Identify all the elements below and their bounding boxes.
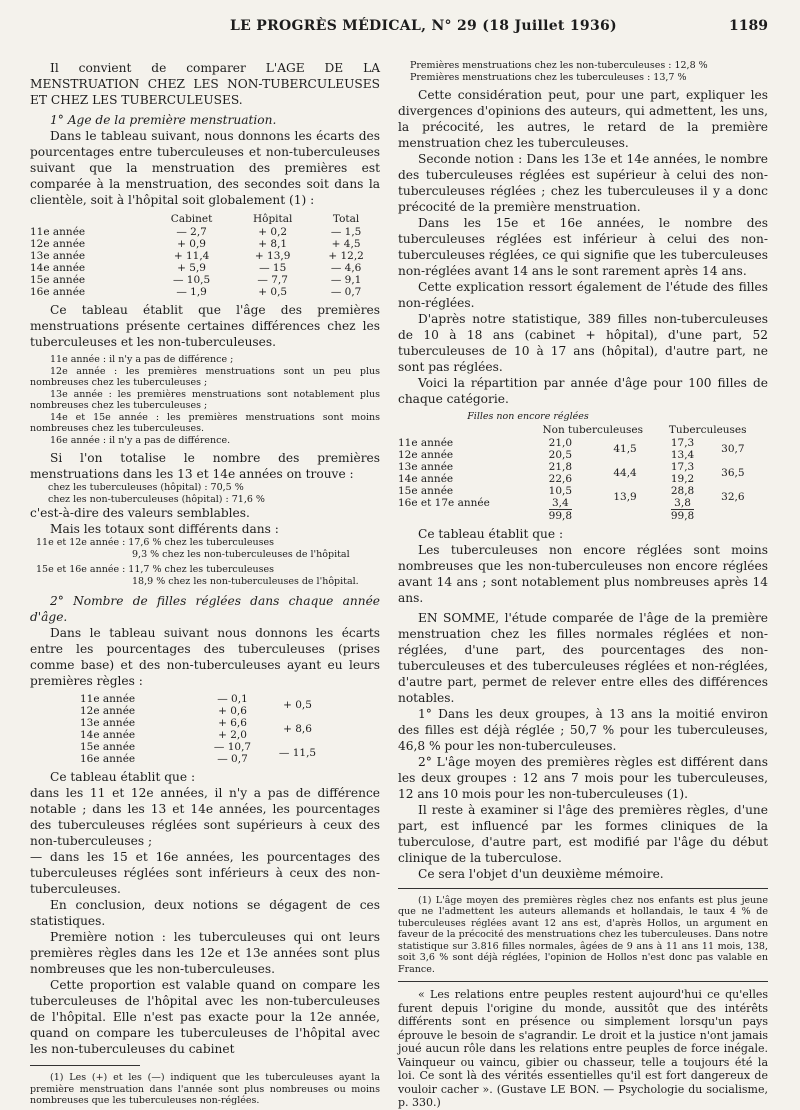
- paragraph: dans les 11 et 12e années, il n'y a pas de différence notable ; dans les 13 et 14e années, les pourcentages des tuberculeuses réglées sont supérieurs à ceux des non-tuberculeuses ;: [30, 786, 380, 848]
- column-header: Tuberculeuses: [668, 423, 747, 436]
- running-header: [0, 18, 800, 40]
- paragraph: Il reste à examiner si l'âge des premières règles, d'une part, est influencé par les formes cliniques de la tuberculose, d'autre part, est modifié par l'âge du début clinique de la tuberculose.: [398, 802, 768, 865]
- table-filles-reglees: [80, 693, 330, 765]
- intro-paragraph: Il convient de comparer L'AGE DE LA MENSTRUATION CHEZ LES NON-TUBERCULEUSES ET CHEZ LES TUBERCULEUSES.: [30, 61, 380, 107]
- table-row: 12e année + 0,9 + 8,1 + 4,5: [30, 238, 361, 250]
- list-item: 12e année : les premières menstruations sont un peu plus nombreuses chez les tuberculeuses ;: [30, 365, 380, 388]
- paragraph: Les tuberculeuses non encore réglées sont moins nombreuses que les non-tuberculeuses non encore réglées avant 14 ans ; sont notablement plus nombreuses après 14 ans.: [398, 542, 768, 605]
- list-item: 16e année : il n'y a pas de différence.: [50, 434, 231, 446]
- left-column: Il convient de comparer L'AGE DE LA MENSTRUATION CHEZ LES NON-TUBERCULEUSES ET CHEZ LES TUBERCULEUSES. 1° Age de la première menstruation. Dans le tableau suivant, nous donnons les écarts des pourcentages entre tuberculeuses et non-tuberculeuses suivant que la menstruation des premières est comparée à la menstruation, des secondes soit dans la clientèle, soit à l'hôpital soit globalement (1) : Cabinet Hôpital Total 11e année — 2,7 + 0,2 — 1,5 12e année + 0,9 + 8,1 + 4,5 13e année + 11,4 + 13,9 + 12,2 14e année + 5,9 — 15 — 4,6 15e année — 10,5 — 7,7 — 9,1 16e année — 1,9 + 0,5 — 0,7 Ce tableau établit que l'âge des premières menstruations présente certaines différences chez les tuberculeuses et les non-tuberculeuses. 11e année : il n'y a pas de différence ; 12e année : les premières menstruations sont un peu plus nombreuses chez les tuberculeuses ; 13e année : les premières menstruations sont notablement plus nombreuses chez les tuberculeuses ; 14e et 15e année : les premières menstruations sont moins nombreuses chez les tuberculeuses. 16e année : il n'y a pas de différence. Si l'on totalise le nombre des premières menstruations dans les 13 et 14e années on trouve : chez les tuberculeuses (hôpital) : 70,5 % chez les non-tuberculeuses (hôpital) : 71,6 % c'est-à-dire des valeurs semblables. Mais les totaux sont différents dans : 11e et 12e année : 17,6 % chez les tuberculeuses 9,3 % chez les non-tuberculeuses de l'hôpital 15e et 16e année : 11,7 % chez les tuberculeuses 18,9 % chez les non-tuberculeuses de l'hôpital. 2° Nombre de filles réglées dans chaque année d'âge. Dans le tableau suivant nous donnons les écarts entre les pourcentages des tuberculeuses (prises comme base) et des non-tuberculeuses ayant eu leurs premières règles : 11e année — 0,1 + 0,5 12e année + 0,6 13e année + 6,6 + 8,6 14e année + 2,0 15e année — 10,7 — 11,5 16e année — 0,7 Ce tableau établit que : dans les 11 et 12e années, il n'y a pas de différence notable ; dans les 13 et 14e années, les pourcentages des tuberculeuses réglées sont supérieurs à ceux des non-tuberculeuses ; — dans les 15 et 16e années, les pourcentages des tuberculeuses réglées sont inférieurs à ceux des non-tuberculeuses. En conclusion, deux notions se dégagent de ces statistiques. Première notion : les tuberculeuses qui ont leurs premières règles dans les 12e et 13e années sont plus nombreuses que les non-tuberculeuses. Cette proportion est valable quand on compare les tuberculeuses de l'hôpital avec les non-tuberculeuses de l'hôpital. Elle n'est pas exacte pour la 12e année, quand on compare les tuberculeuses de l'hôpital avec les non-tuberculeuses du cabinet (1) Les (+) et les (—) indiquent que les tuberculeuses ayant la première menstruation dans l'année sont plus nombreuses ou moins nombreuses que les tuberculeuses non-réglées.: [30, 61, 380, 1106]
- table-row: 15e année 10,5 13,9 28,8 32,6: [398, 484, 745, 503]
- table-row: 11e année — 2,7 + 0,2 — 1,5: [30, 226, 362, 238]
- list-item: 13e année : les premières menstruations sont notablement plus nombreuses chez les tuberculeuses ;: [30, 388, 380, 411]
- paragraph: D'après notre statistique, 389 filles non-tuberculeuses de 10 à 18 ans (cabinet + hôpital), d'une part, 52 tuberculeuses de 10 à 17 ans (hôpital), d'autre part, ne sont pas réglées.: [398, 312, 768, 374]
- table-row: 12e année 20,5 13,4: [398, 448, 695, 461]
- paragraph: Cette proportion est valable quand on compare les tuberculeuses de l'hôpital avec les non-tuberculeuses de l'hôpital. Elle n'est pas exacte pour la 12e année, quand on compare les tuberculeuses de l'hôpital avec les non-tuberculeuses du cabinet: [30, 978, 380, 1056]
- table-row: 15e année — 10,5 — 7,7 — 9,1: [30, 274, 362, 286]
- paragraph: Si l'on totalise le nombre des premières menstruations dans les 13 et 14e années on trouve :: [30, 451, 380, 481]
- table-caption: Filles non encore réglées: [467, 411, 589, 422]
- footnote: (1) Les (+) et les (—) indiquent que les tuberculeuses ayant la première menstruation dans l'année sont plus nombreuses ou moins nombreuses que les tuberculeuses non-réglées.: [30, 1072, 380, 1106]
- column-header: Non tuberculeuses: [542, 423, 643, 436]
- table-row: 16e et 17e année 3,4 3,8: [398, 496, 691, 509]
- table-row: 11e année — 0,1 + 0,5: [80, 693, 312, 711]
- column-header: Hôpital: [252, 213, 293, 225]
- paragraph: Ce tableau établit que l'âge des premières menstruations présente certaines différences chez les tuberculeuses et les non-tuberculeuses.: [30, 303, 380, 349]
- paragraph: Seconde notion : Dans les 13e et 14e années, le nombre des tuberculeuses réglées est supérieur à celui des non-tuberculeuses réglées ; chez les tuberculeuses il y a donc précocité de la première menstruation.: [398, 152, 768, 214]
- table-row: 14e année + 5,9 — 15 — 4,6: [30, 262, 362, 274]
- page-number: 1189: [729, 18, 768, 34]
- table-row: 14e année + 2,0: [80, 729, 247, 741]
- table-row: 13e année 21,8 44,4 17,3 36,5: [398, 460, 745, 479]
- table-row: 15e année — 10,7 — 11,5: [80, 741, 317, 759]
- list-item: 14e et 15e année : les premières menstruations sont moins nombreuses chez les tuberculeuses.: [30, 411, 380, 434]
- paragraph: Dans le tableau suivant nous donnons les écarts entre les pourcentages des tuberculeuses (prises comme base) et des non-tuberculeuses ayant eu leurs premières règles :: [30, 626, 380, 688]
- paragraph: Dans le tableau suivant, nous donnons les écarts des pourcentages entre tuberculeuses et non-tuberculeuses suivant que la menstruation des premières est comparée à la menstruation, des secondes soit dans la clientèle, soit à l'hôpital soit globalement (1) :: [30, 129, 380, 207]
- paragraph: EN SOMME, l'étude comparée de l'âge de la première menstruation chez les filles normales réglées et non-réglées, d'une part, des pourcentages des non-tuberculeuses et des tuberculeuses réglées et non-réglées, d'autre part, permet de relever entre elles des différences notables.: [398, 610, 768, 705]
- table-row: 13e année + 11,4 + 13,9 + 12,2: [30, 250, 364, 262]
- paragraph: c'est-à-dire des valeurs semblables.: [30, 506, 250, 520]
- paragraph: — dans les 15 et 16e années, les pourcentages des tuberculeuses réglées sont inférieurs à ceux des non-tuberculeuses.: [30, 850, 380, 896]
- column-header: Cabinet: [170, 213, 213, 225]
- table-total-row: 99,8 99,8: [548, 509, 695, 522]
- paragraph: Ce tableau établit que :: [418, 526, 564, 541]
- section-heading-2: 2° Nombre de filles réglées dans chaque année d'âge.: [30, 594, 380, 624]
- paragraph: Cette considération peut, pour une part, expliquer les divergences d'opinions des auteurs, qui admettent, les uns, la précocité, les autres, le retard de la première menstruation chez les tuberculeuses.: [398, 88, 768, 150]
- footnote: (1) L'âge moyen des premières règles chez nos enfants est plus jeune que ne l'admettent les auteurs allemands et hollandais, le taux 4 % de tuberculeuses réglées avant 12 ans est, d'après Hollos, un argument en faveur de la précocité des menstruations chez les tuberculeuses. Dans notre statistique sur 3.816 filles normales, âgées de 9 ans à 11 ans 11 mois, 138, soit 3,6 % sont déjà réglées, l'opinion de Hollos n'est donc pas valable en France.: [398, 894, 768, 975]
- column-header: Total: [332, 213, 360, 225]
- paragraph: En conclusion, deux notions se dégagent de ces statistiques.: [30, 898, 380, 928]
- notes-list: [30, 354, 380, 446]
- section-heading-1: 1° Age de la première menstruation.: [50, 113, 277, 127]
- paragraph: Dans les 15e et 16e années, le nombre des tuberculeuses réglées est inférieur à celui des non-tuberculeuses réglées, ce qui signifie que les tuberculeuses non-réglées avant 14 ans le sont rarement après 14 ans.: [398, 216, 768, 278]
- paragraph: 2° L'âge moyen des premières règles est différent dans les deux groupes : 12 ans 7 mois pour les tuberculeuses, 12 ans 10 mois pour les non-tuberculeuses (1).: [398, 754, 768, 801]
- paragraph: Ce sera l'objet d'un deuxième mémoire.: [418, 866, 664, 881]
- list-item: 11e année : il n'y a pas de différence ;: [50, 354, 234, 365]
- table-row: 14e année 22,6 19,2: [398, 472, 695, 485]
- journal-title: LE PROGRÈS MÉDICAL, N° 29 (18 Juillet 1936): [230, 18, 617, 34]
- paragraph: Ce tableau établit que :: [50, 770, 196, 784]
- result-line: Premières menstruations chez les non-tuberculeuses : 12,8 %: [410, 60, 708, 71]
- table-row: 16e année — 0,7: [80, 753, 248, 765]
- table-ecarts-pourcentages: [30, 212, 380, 298]
- paragraph: Cette explication ressort également de l'étude des filles non-réglées.: [398, 280, 768, 310]
- paragraph: Première notion : les tuberculeuses qui ont leurs premières règles dans les 12e et 13e années sont plus nombreuses que les non-tuberculeuses.: [30, 930, 380, 976]
- epigraph-quote: « Les relations entre peuples restent aujourd'hui ce qu'elles furent depuis l'origine du monde, aussitôt que des intérêts différents sont en présence ou simplement lorsqu'un pays éprouve le besoin de s'agrandir. Le droit et la justice n'ont jamais joué aucun rôle dans les relations entre peuples de force inégale. Vainqueur ou vaincu, gibier ou chasseur, telle a toujours été la loi. Ce sont là des vérités essentielles qu'il est fort dangereux de vouloir cacher ». (Gustave LE BON. — Psychologie du socialisme, p. 330.): [398, 988, 768, 1109]
- paragraph: Mais les totaux sont différents dans :: [50, 522, 279, 536]
- table-row: 16e année — 1,9 + 0,5 — 0,7: [30, 286, 362, 298]
- result-line: chez les tuberculeuses (hôpital) : 70,5 %: [48, 482, 244, 493]
- result-line: Premières menstruations chez les tuberculeuses : 13,7 %: [410, 71, 687, 83]
- paragraph: Voici la répartition par année d'âge pour 100 filles de chaque catégorie.: [398, 376, 768, 406]
- result-line: chez les non-tuberculeuses (hôpital) : 71,6 %: [48, 493, 265, 505]
- table-row: 12e année + 0,6: [80, 705, 247, 717]
- paragraph: 1° Dans les deux groupes, à 13 ans la moitié environ des filles est déjà réglée ; 50,7 % pour les tuberculeuses, 46,8 % pour les non-tuberculeuses.: [398, 706, 768, 753]
- table-row: 13e année + 6,6 + 8,6: [80, 717, 312, 735]
- table-filles-non-reglees: [398, 423, 758, 522]
- table-row: 11e année 21,0 41,5 17,3 30,7: [398, 436, 745, 455]
- right-column: [398, 60, 768, 1110]
